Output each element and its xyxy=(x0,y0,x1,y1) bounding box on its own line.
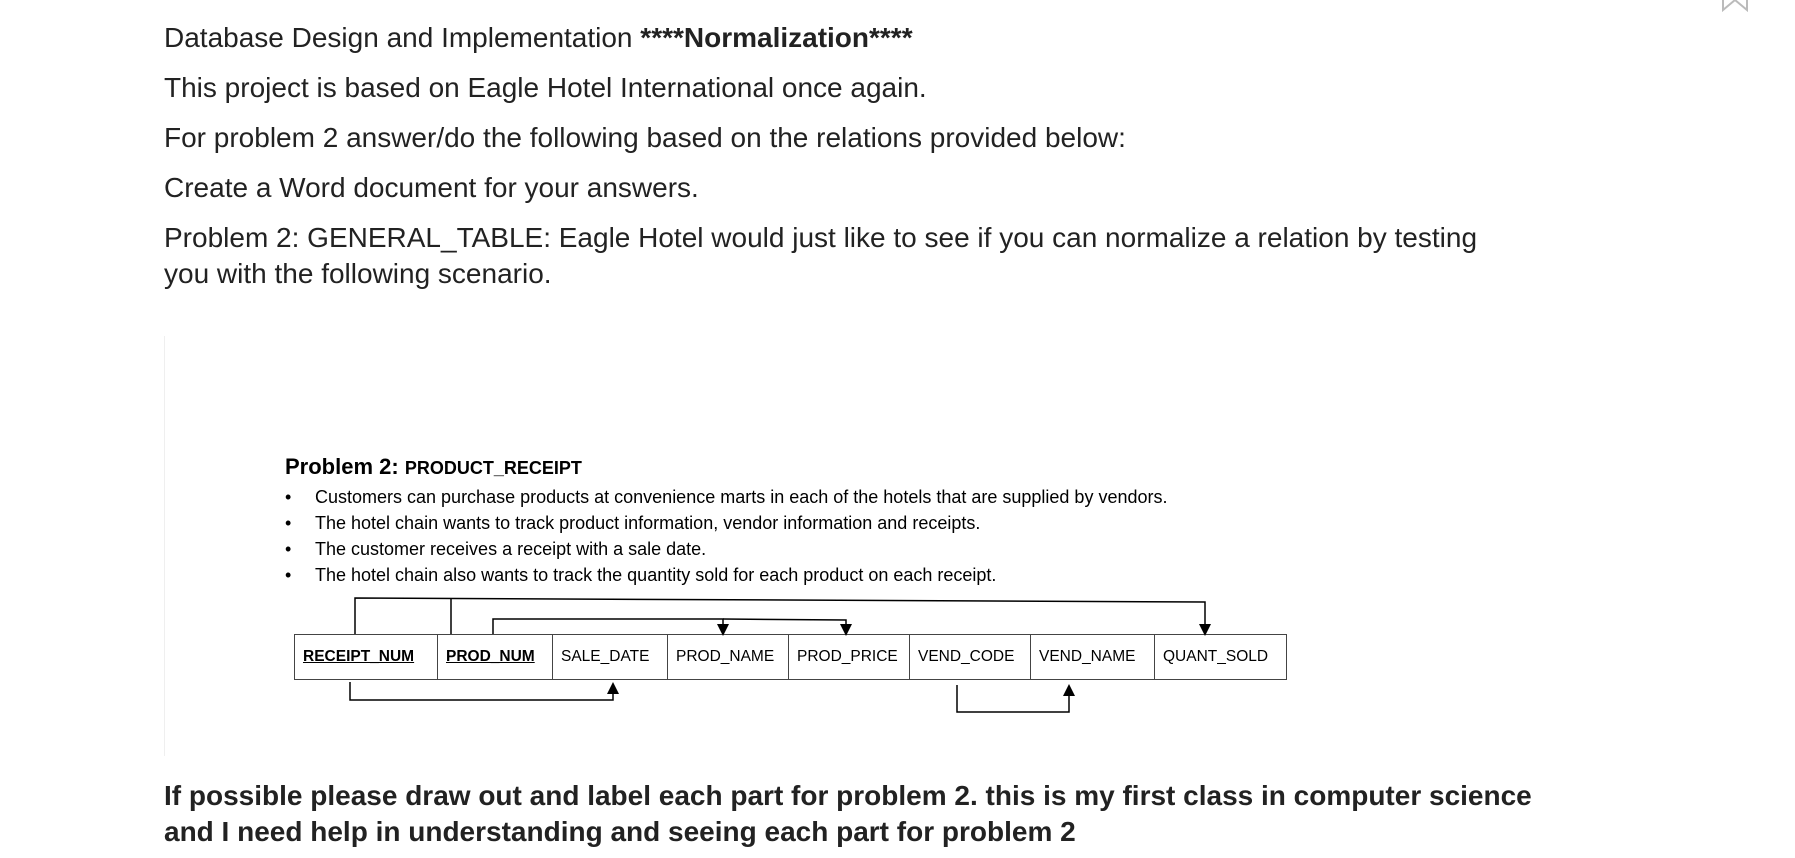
question-title xyxy=(164,20,913,56)
bullet-icon: • xyxy=(285,565,292,585)
figure-heading-label: Problem 2: xyxy=(285,454,399,479)
attr-sale-date: SALE_DATE xyxy=(553,635,668,680)
attr-prod-price: PROD_PRICE xyxy=(789,635,910,680)
bullet-icon: • xyxy=(285,539,292,559)
bullet-text: Customers can purchase products at convenience marts in each of the hotels that are supplied by vendors. xyxy=(315,487,1168,507)
attr-vend-name: VEND_NAME xyxy=(1031,635,1155,680)
bookmark-icon[interactable] xyxy=(1720,0,1750,12)
bullet-text: The hotel chain also wants to track the quantity sold for each product on each receipt. xyxy=(315,565,997,585)
bullet-text: The customer receives a receipt with a sale date. xyxy=(315,539,707,559)
list-item xyxy=(285,562,1167,588)
bullet-icon: • xyxy=(285,513,292,533)
attr-vend-code: VEND_CODE xyxy=(910,635,1031,680)
list-item xyxy=(285,484,1167,510)
figure-heading xyxy=(285,454,582,480)
closing-line-b: and I need help in understanding and seeing each part for problem 2 xyxy=(164,816,1076,847)
title-plain: Database Design and Implementation xyxy=(164,22,641,53)
question-line-3: For problem 2 answer/do the following based on the relations provided below: xyxy=(164,122,1126,153)
attr-prod-name: PROD_NAME xyxy=(668,635,789,680)
question-line-4: Create a Word document for your answers. xyxy=(164,172,699,203)
figure-relation-name: PRODUCT_RECEIPT xyxy=(404,458,582,478)
list-item xyxy=(285,536,1167,562)
attr-receipt-num: RECEIPT_NUM xyxy=(295,635,438,680)
relation-table xyxy=(294,634,1287,680)
attr-prod-num: PROD_NUM xyxy=(438,635,553,680)
attr-quant-sold: QUANT_SOLD xyxy=(1155,635,1287,680)
figure-bullet-list xyxy=(285,484,1167,588)
table-row xyxy=(295,635,1287,680)
closing-line-a: If possible please draw out and label each part for problem 2. this is my first class in computer science xyxy=(164,780,1532,811)
bullet-icon: • xyxy=(285,487,292,507)
question-line-5b: you with the following scenario. xyxy=(164,258,552,289)
bullet-text: The hotel chain wants to track product information, vendor information and receipts. xyxy=(315,513,981,533)
title-bold: ****Normalization**** xyxy=(640,22,913,53)
question-line-2: This project is based on Eagle Hotel International once again. xyxy=(164,72,927,103)
list-item xyxy=(285,510,1167,536)
question-line-5a: Problem 2: GENERAL_TABLE: Eagle Hotel would just like to see if you can normalize a relation by testing xyxy=(164,222,1478,253)
